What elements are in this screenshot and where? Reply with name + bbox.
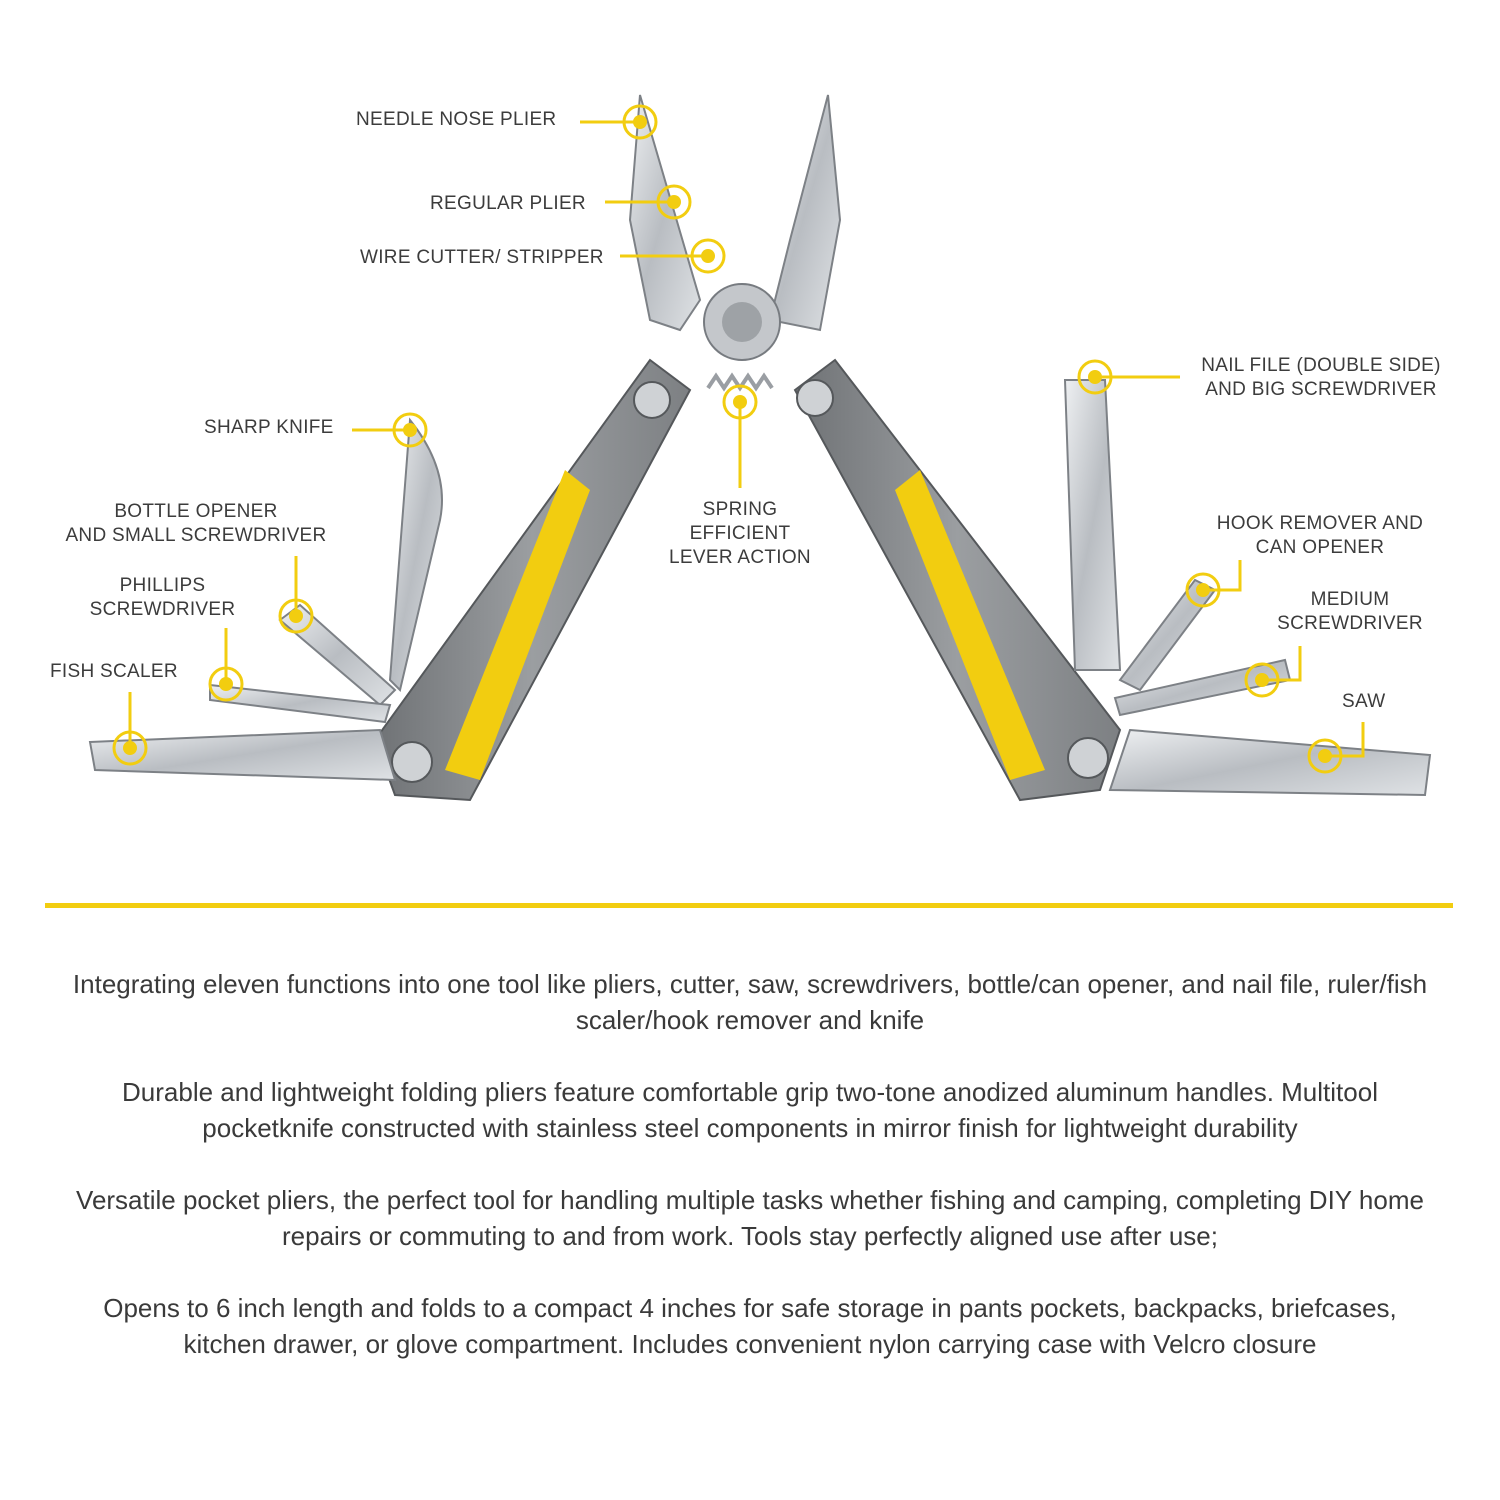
right-jaw [770,95,840,330]
pivot-center [722,302,762,342]
description-paragraph-2: Durable and lightweight folding pliers feature comfortable grip two-tone anodized aluminum handles. Multitool pocketknife constructed with stainless steel components in mirror finish for lightweight durability [122,1077,1378,1143]
label-bottle-opener: BOTTLE OPENER AND SMALL SCREWDRIVER [65,501,327,546]
description-paragraph-3: Versatile pocket pliers, the perfect tool for handling multiple tasks whether fishing and camping, completing DIY home repairs or commuting to and from work. Tools stay perfectly aligned use after use; [76,1185,1424,1251]
label-phillips: PHILLIPS SCREWDRIVER [89,575,236,620]
product-description [60,966,1440,1398]
label-regular-plier: REGULAR PLIER [430,193,586,214]
label-fish-scaler: FISH SCALER [50,661,178,682]
nail-file-tool [1065,380,1120,670]
description-paragraph-4: Opens to 6 inch length and folds to a compact 4 inches for safe storage in pants pockets, backpacks, briefcases, kitchen drawer, or glove compartment. Includes convenient nylon carrying case with Velcro closure [103,1293,1397,1359]
label-nail-file: NAIL FILE (DOUBLE SIDE) AND BIG SCREWDRIVER [1201,355,1441,400]
saw-tool [1110,730,1430,795]
left-jaw [630,95,700,330]
label-saw: SAW [1342,691,1386,712]
description-paragraph-1: Integrating eleven functions into one tool like pliers, cutter, saw, screwdrivers, bottle/can opener, and nail file, ruler/fish scaler/hook remover and knife [72,969,1428,1035]
label-sharp-knife: SHARP KNIFE [204,417,334,438]
plier-jaws [630,95,840,388]
label-wire-cutter: WIRE CUTTER/ STRIPPER [360,247,604,268]
label-hook-remover: HOOK REMOVER AND CAN OPENER [1216,513,1424,558]
accent-divider [45,903,1453,908]
label-needle-nose-plier: NEEDLE NOSE PLIER [356,109,557,130]
label-spring: SPRING EFFICIENT LEVER ACTION [669,499,811,568]
knife-blade [390,420,442,690]
label-medium-screwdriver: MEDIUM SCREWDRIVER [1277,589,1423,634]
fish-scaler-tool [90,730,395,780]
